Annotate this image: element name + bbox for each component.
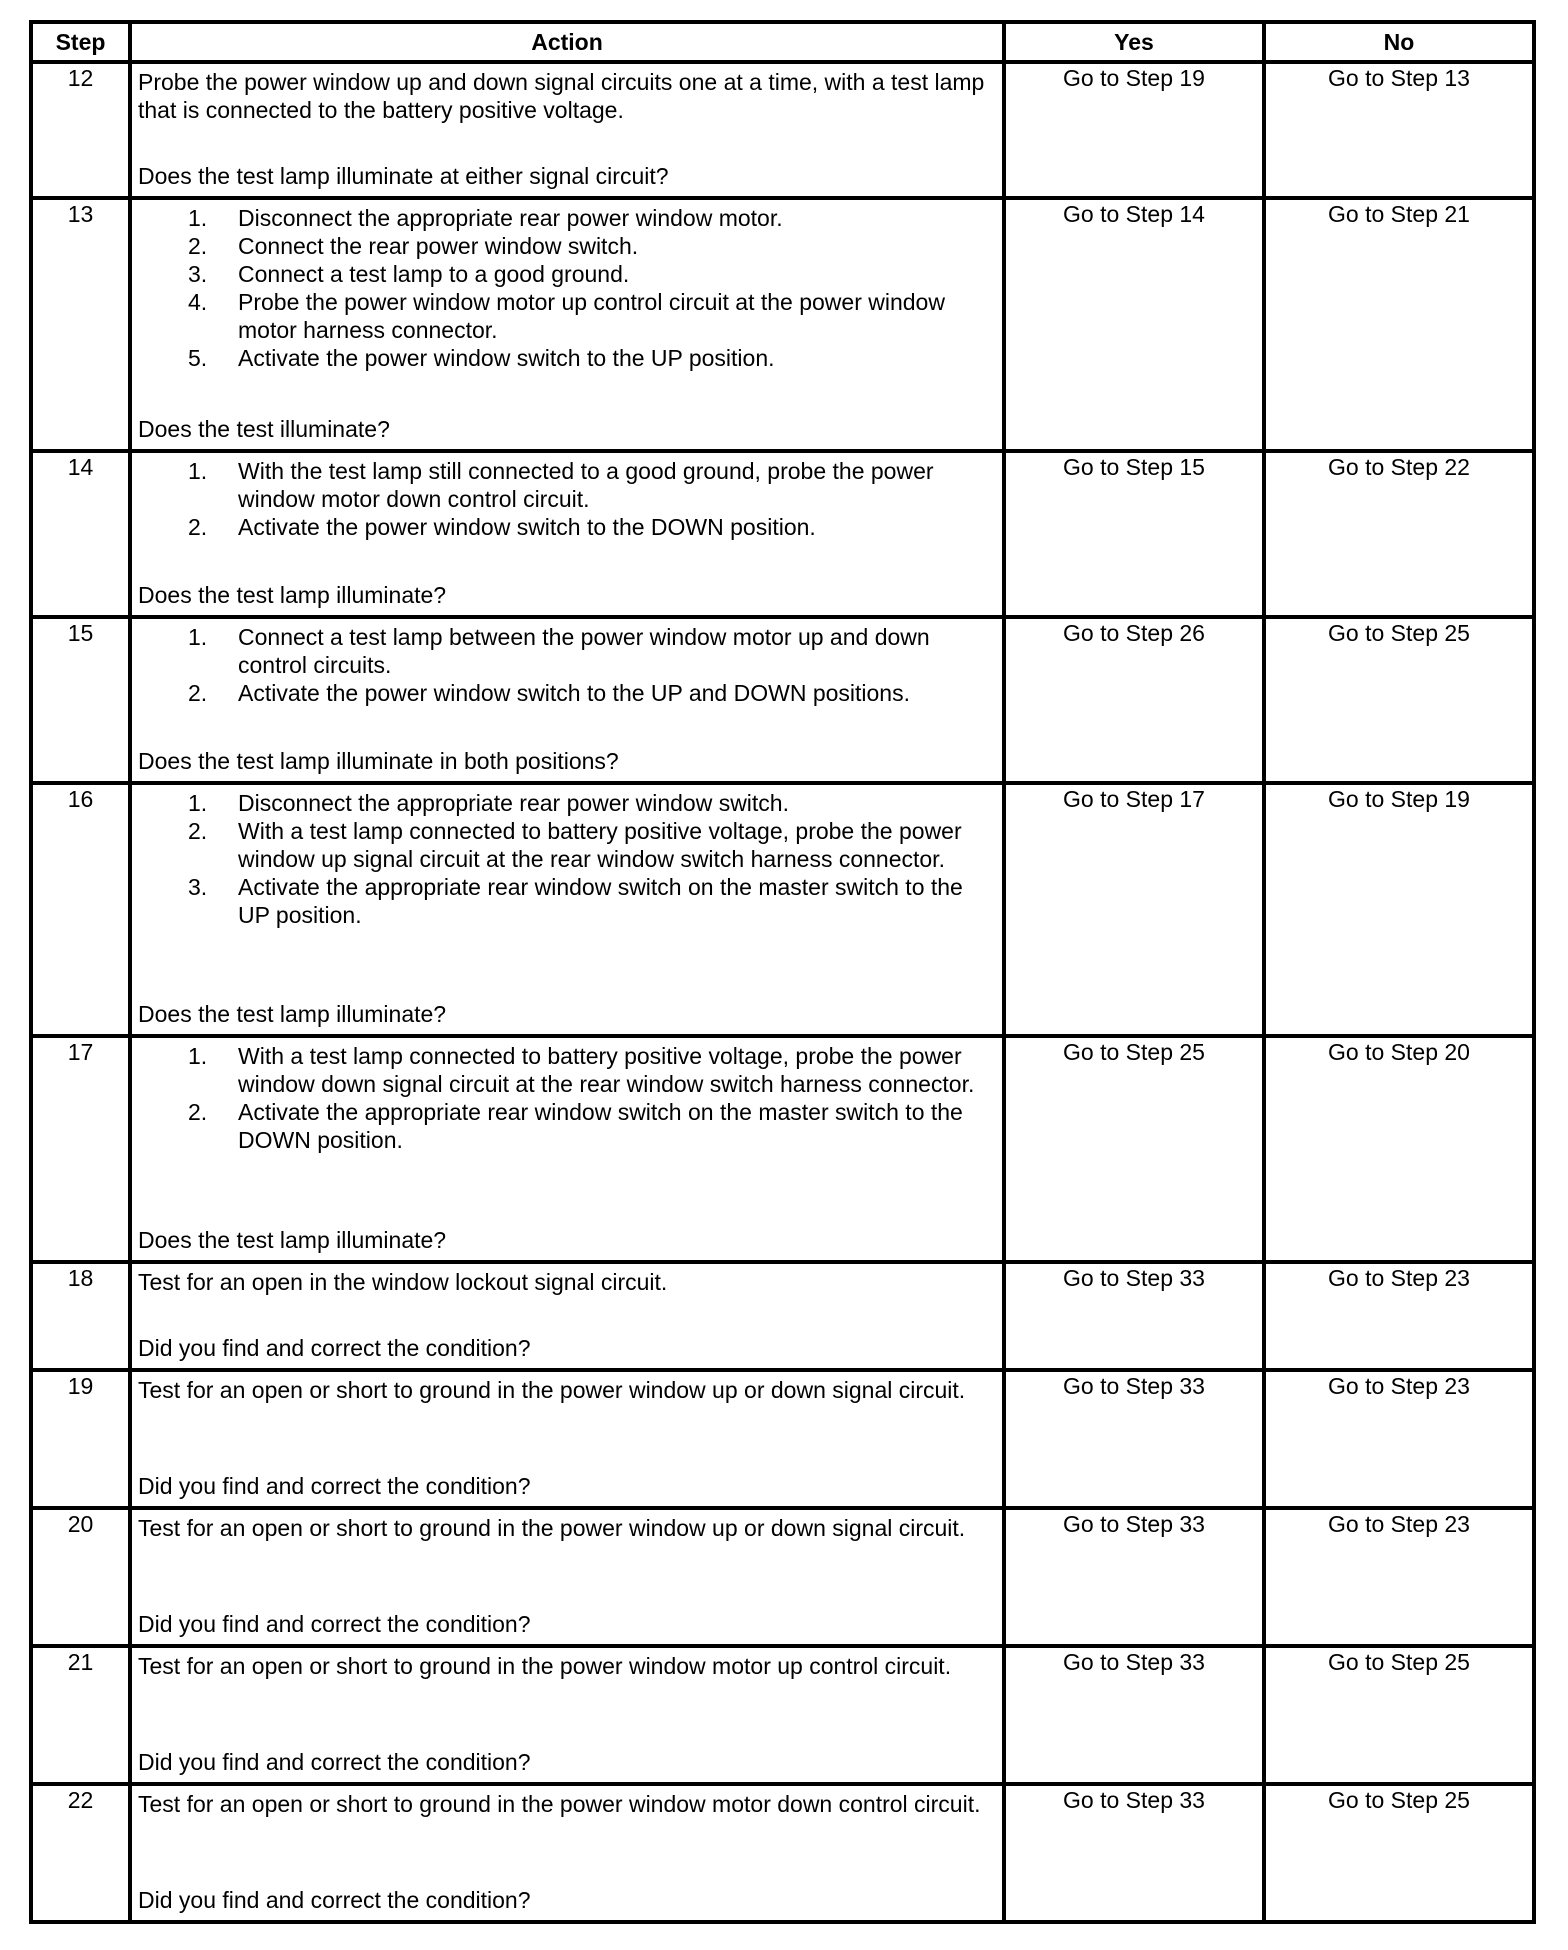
table-row [31, 783, 1534, 1036]
yes-answer: Go to Step 33 [1004, 1784, 1264, 1922]
step-number: 15 [31, 617, 130, 783]
list-item-text: Activate the appropriate rear window switch on the master switch to the UP position. [238, 874, 963, 928]
yes-answer: Go to Step 33 [1004, 1508, 1264, 1646]
action-content [132, 1648, 1002, 1778]
list-item [138, 623, 992, 679]
action-content [132, 1038, 1002, 1256]
action-question: Did you find and correct the condition? [138, 1749, 531, 1775]
diagnostic-table [29, 20, 1536, 1924]
list-item-number: 2. [188, 1099, 208, 1125]
action-question: Does the test lamp illuminate? [138, 1227, 447, 1253]
action-cell [130, 198, 1004, 451]
header-action: Action [130, 22, 1004, 62]
yes-answer: Go to Step 26 [1004, 617, 1264, 783]
step-number: 22 [31, 1784, 130, 1922]
list-item [138, 260, 992, 288]
action-cell [130, 62, 1004, 198]
list-item [138, 1042, 992, 1098]
action-body [138, 1376, 992, 1404]
table-row [31, 1784, 1534, 1922]
action-question: Did you find and correct the condition? [138, 1335, 531, 1361]
list-item-text: Disconnect the appropriate rear power window motor. [238, 205, 783, 231]
action-body [138, 1268, 992, 1296]
list-item [138, 344, 992, 372]
no-answer: Go to Step 23 [1264, 1370, 1534, 1508]
action-question: Did you find and correct the condition? [138, 1473, 531, 1499]
yes-answer: Go to Step 14 [1004, 198, 1264, 451]
no-answer: Go to Step 23 [1264, 1508, 1534, 1646]
table-row [31, 451, 1534, 617]
action-intro: Test for an open or short to ground in the power window motor down control circuit. [138, 1791, 981, 1817]
yes-answer: Go to Step 33 [1004, 1262, 1264, 1370]
table-body [31, 62, 1534, 1922]
action-body [138, 1652, 992, 1680]
action-steps-list [138, 1042, 992, 1154]
list-item-text: Probe the power window motor up control circuit at the power window motor harness connector. [238, 289, 945, 343]
action-question: Does the test lamp illuminate at either signal circuit? [138, 163, 669, 189]
action-intro: Test for an open in the window lockout signal circuit. [138, 1269, 668, 1295]
action-content [132, 619, 1002, 777]
action-question: Does the test lamp illuminate? [138, 1001, 447, 1027]
step-number: 17 [31, 1036, 130, 1262]
list-item [138, 789, 992, 817]
table-row [31, 62, 1534, 198]
list-item [138, 232, 992, 260]
list-item-text: Disconnect the appropriate rear power window switch. [238, 790, 789, 816]
yes-answer: Go to Step 19 [1004, 62, 1264, 198]
step-number: 19 [31, 1370, 130, 1508]
yes-answer: Go to Step 25 [1004, 1036, 1264, 1262]
no-answer: Go to Step 19 [1264, 783, 1534, 1036]
no-answer: Go to Step 25 [1264, 1646, 1534, 1784]
step-number: 12 [31, 62, 130, 198]
table-row [31, 1036, 1534, 1262]
list-item-number: 3. [188, 261, 208, 287]
list-item-text: With the test lamp still connected to a good ground, probe the power window motor down control circuit. [238, 458, 934, 512]
action-steps-list [138, 623, 992, 707]
no-answer: Go to Step 20 [1264, 1036, 1534, 1262]
action-content [132, 1786, 1002, 1916]
table-row [31, 198, 1534, 451]
action-body [138, 1042, 992, 1154]
action-cell [130, 783, 1004, 1036]
list-item [138, 457, 992, 513]
list-item-number: 1. [188, 790, 208, 816]
action-cell [130, 451, 1004, 617]
list-item-text: Connect a test lamp between the power window motor up and down control circuits. [238, 624, 930, 678]
action-body [138, 1790, 992, 1818]
action-question: Does the test lamp illuminate in both positions? [138, 748, 619, 774]
action-intro: Test for an open or short to ground in the power window up or down signal circuit. [138, 1515, 966, 1541]
step-number: 14 [31, 451, 130, 617]
list-item-number: 4. [188, 289, 208, 315]
header-yes: Yes [1004, 22, 1264, 62]
action-intro: Test for an open or short to ground in the power window up or down signal circuit. [138, 1377, 966, 1403]
action-content [132, 200, 1002, 445]
action-intro: Test for an open or short to ground in the power window motor up control circuit. [138, 1653, 952, 1679]
action-body [138, 789, 992, 929]
yes-answer: Go to Step 15 [1004, 451, 1264, 617]
action-content [132, 1510, 1002, 1640]
list-item-text: Connect a test lamp to a good ground. [238, 261, 630, 287]
step-number: 13 [31, 198, 130, 451]
action-content [132, 1372, 1002, 1502]
list-item-number: 2. [188, 680, 208, 706]
list-item-text: Activate the power window switch to the UP and DOWN positions. [238, 680, 910, 706]
action-question: Does the test lamp illuminate? [138, 582, 447, 608]
action-body [138, 68, 992, 124]
list-item-text: Activate the power window switch to the DOWN position. [238, 514, 816, 540]
action-steps-list [138, 789, 992, 929]
list-item-number: 2. [188, 233, 208, 259]
list-item-text: Activate the appropriate rear window switch on the master switch to the DOWN position. [238, 1099, 963, 1153]
action-content [132, 1264, 1002, 1364]
table-row [31, 617, 1534, 783]
action-question: Did you find and correct the condition? [138, 1887, 531, 1913]
list-item-number: 1. [188, 1043, 208, 1069]
no-answer: Go to Step 25 [1264, 617, 1534, 783]
list-item [138, 817, 992, 873]
action-steps-list [138, 457, 992, 541]
table-row [31, 1262, 1534, 1370]
action-body [138, 204, 992, 372]
action-question: Did you find and correct the condition? [138, 1611, 531, 1637]
list-item-text: With a test lamp connected to battery positive voltage, probe the power window down signal circuit at the rear window switch harness connector. [238, 1043, 975, 1097]
list-item-text: With a test lamp connected to battery positive voltage, probe the power window up signal circuit at the rear window switch harness connector. [238, 818, 962, 872]
list-item [138, 873, 992, 929]
action-body [138, 1514, 992, 1542]
no-answer: Go to Step 22 [1264, 451, 1534, 617]
header-no: No [1264, 22, 1534, 62]
table-row [31, 1370, 1534, 1508]
table-row [31, 1508, 1534, 1646]
step-number: 20 [31, 1508, 130, 1646]
action-cell [130, 617, 1004, 783]
list-item-number: 1. [188, 624, 208, 650]
action-cell [130, 1262, 1004, 1370]
list-item-number: 1. [188, 205, 208, 231]
no-answer: Go to Step 13 [1264, 62, 1534, 198]
action-intro: Probe the power window up and down signal circuits one at a time, with a test lamp that is connected to the battery positive voltage. [138, 69, 985, 123]
list-item [138, 288, 992, 344]
yes-answer: Go to Step 33 [1004, 1370, 1264, 1508]
list-item [138, 679, 992, 707]
list-item-text: Connect the rear power window switch. [238, 233, 639, 259]
action-content [132, 64, 1002, 192]
action-cell [130, 1646, 1004, 1784]
list-item-text: Activate the power window switch to the UP position. [238, 345, 775, 371]
action-steps-list [138, 204, 992, 372]
table-row [31, 1646, 1534, 1784]
action-body [138, 623, 992, 707]
action-cell [130, 1370, 1004, 1508]
list-item-number: 5. [188, 345, 208, 371]
step-number: 21 [31, 1646, 130, 1784]
step-number: 16 [31, 783, 130, 1036]
list-item [138, 1098, 992, 1154]
action-cell [130, 1784, 1004, 1922]
header-step: Step [31, 22, 130, 62]
no-answer: Go to Step 25 [1264, 1784, 1534, 1922]
action-cell [130, 1036, 1004, 1262]
no-answer: Go to Step 23 [1264, 1262, 1534, 1370]
list-item [138, 513, 992, 541]
action-body [138, 457, 992, 541]
step-number: 18 [31, 1262, 130, 1370]
yes-answer: Go to Step 17 [1004, 783, 1264, 1036]
action-content [132, 453, 1002, 611]
list-item-number: 3. [188, 874, 208, 900]
no-answer: Go to Step 21 [1264, 198, 1534, 451]
list-item [138, 204, 992, 232]
list-item-number: 2. [188, 514, 208, 540]
action-cell [130, 1508, 1004, 1646]
yes-answer: Go to Step 33 [1004, 1646, 1264, 1784]
action-question: Does the test illuminate? [138, 416, 390, 442]
list-item-number: 2. [188, 818, 208, 844]
action-content [132, 785, 1002, 1030]
header-row [31, 22, 1534, 62]
list-item-number: 1. [188, 458, 208, 484]
